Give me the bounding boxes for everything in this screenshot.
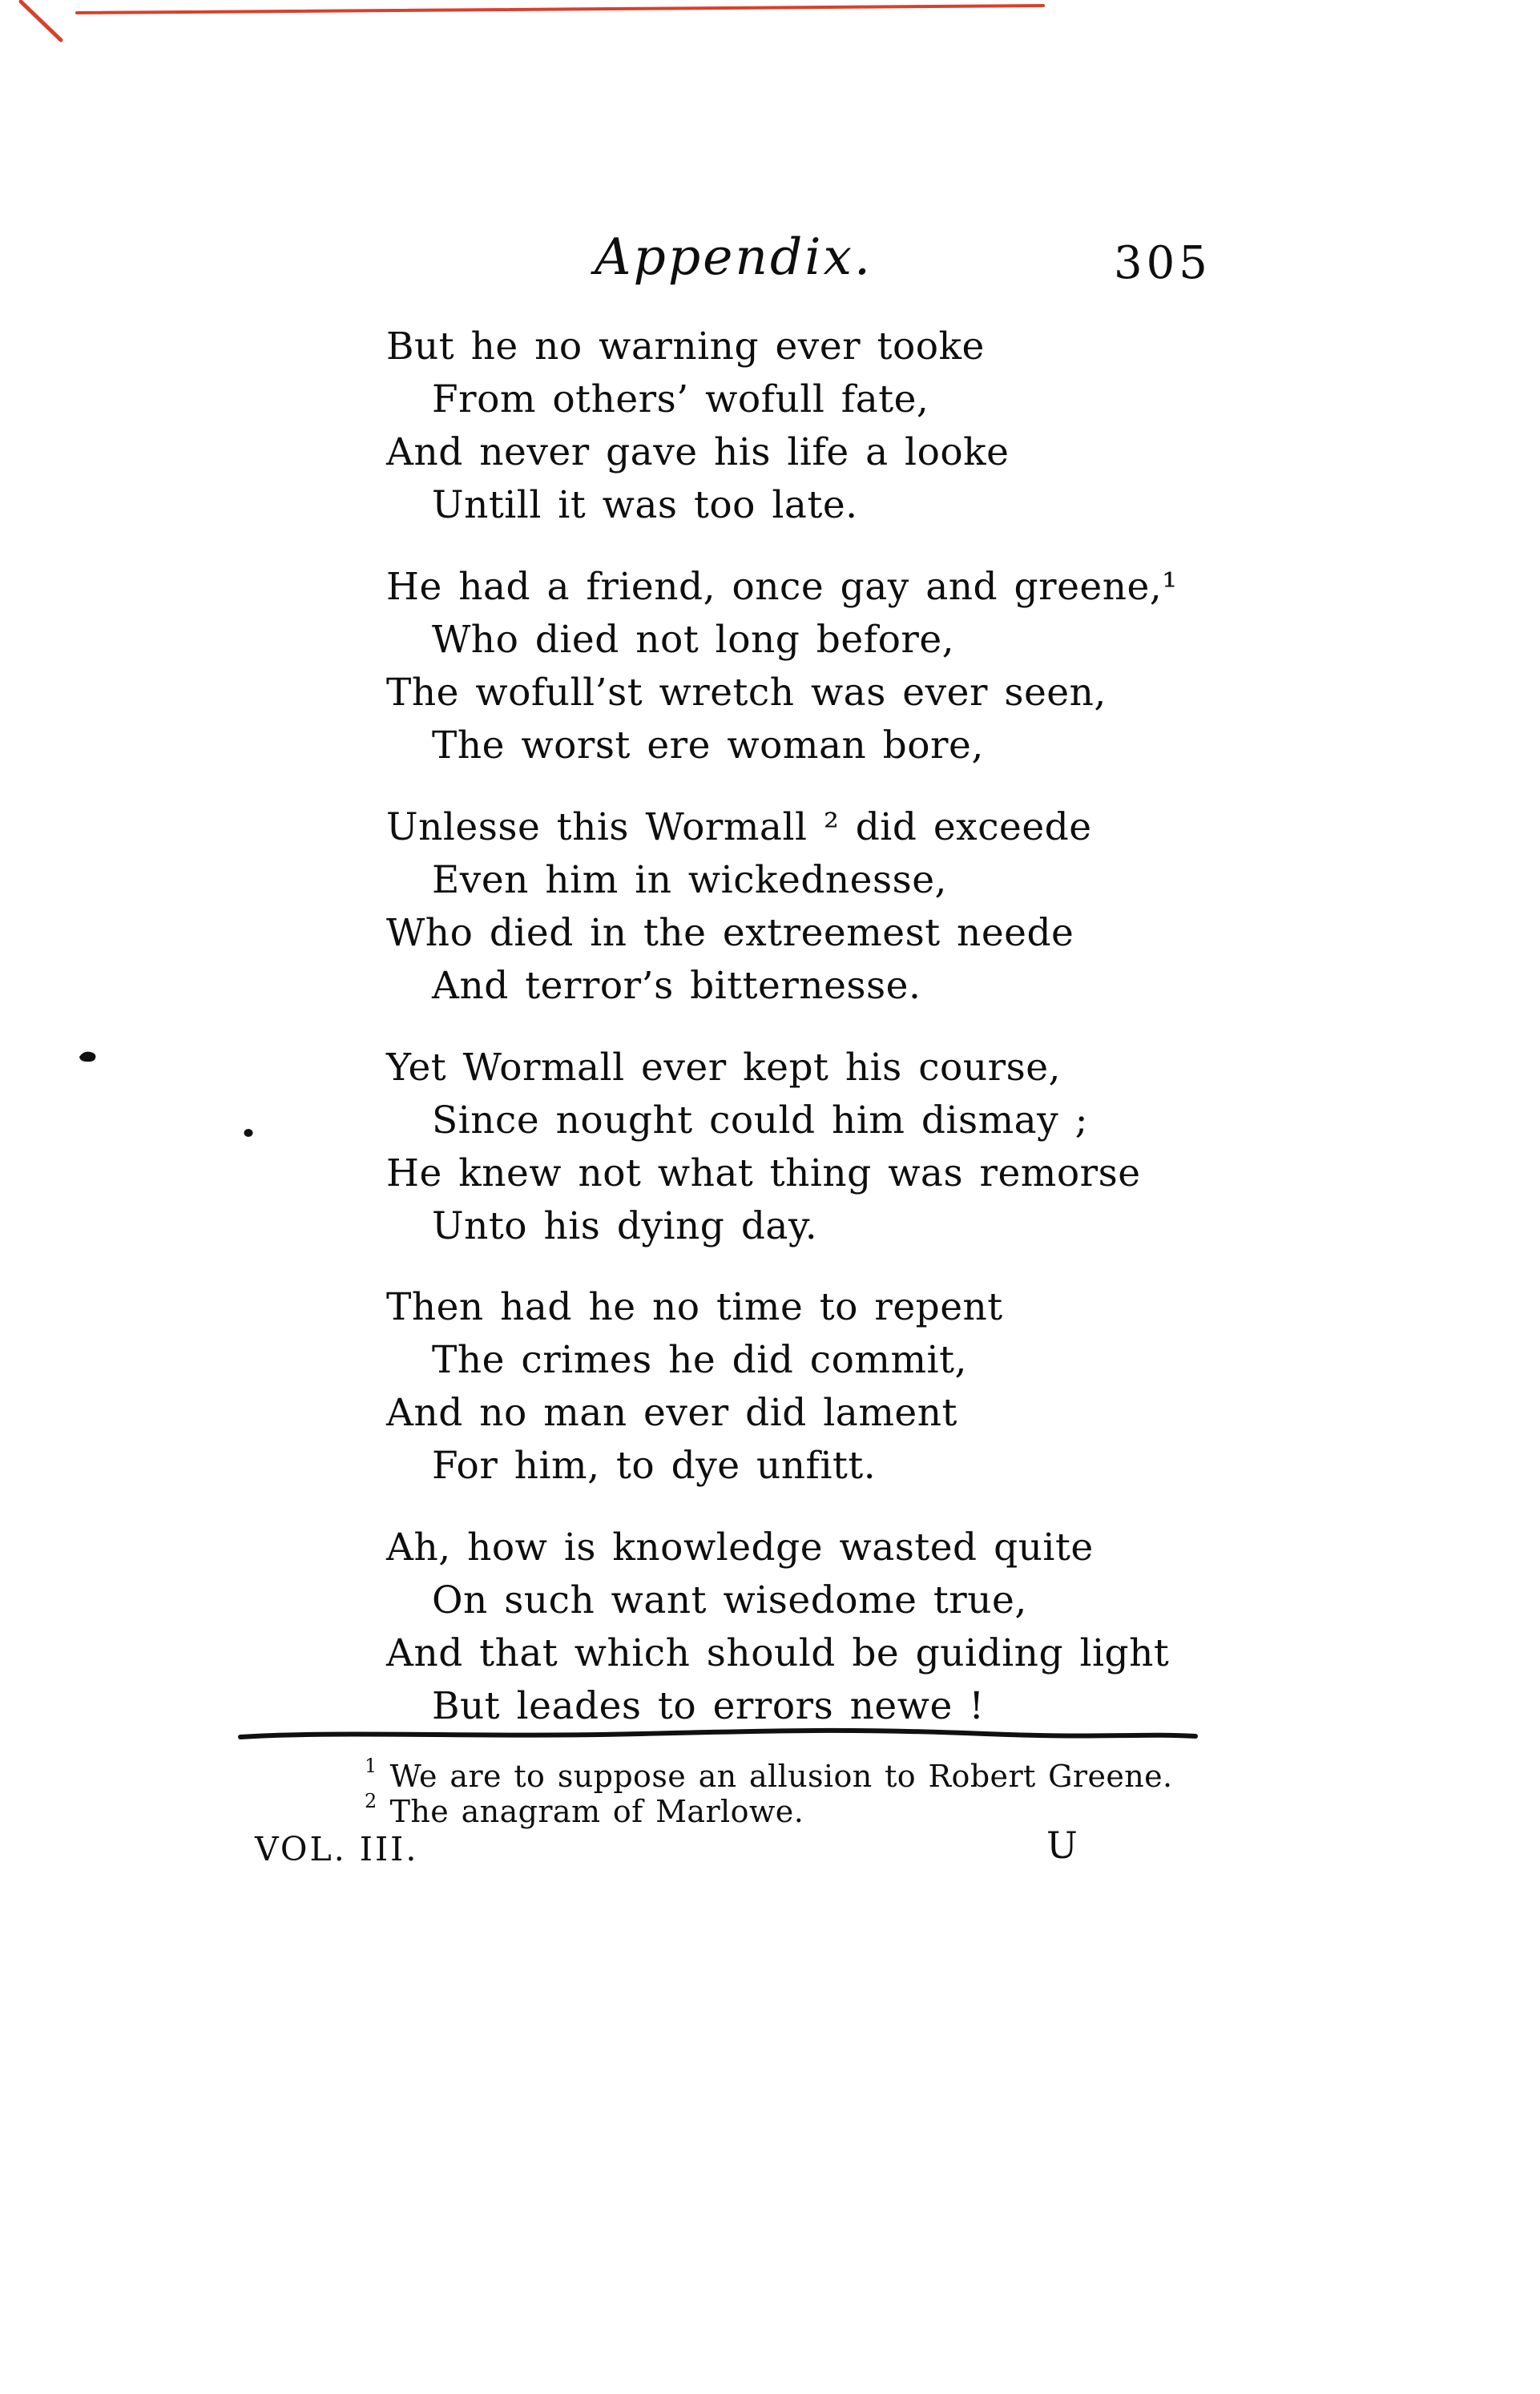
poem-line: Yet Wormall ever kept his course, (386, 1046, 1061, 1090)
poem-line: And no man ever did lament (386, 1391, 957, 1435)
poem-line: Untill it was too late. (432, 483, 858, 527)
footnote-text: We are to suppose an allusion to Robert Greene. (389, 1759, 1173, 1794)
poem-line: But he no warning ever tooke (386, 324, 985, 369)
stanza-2 (386, 561, 1228, 772)
footnote-2 (365, 1790, 804, 1829)
signature-letter: U (1046, 1824, 1078, 1867)
stanza-5 (386, 1281, 1228, 1493)
poem-line: And that which should be guiding light (386, 1631, 1170, 1675)
poem-line: The crimes he did commit, (432, 1338, 967, 1382)
poem-line: Even him in wickednesse, (432, 858, 947, 902)
poem-line: And never gave his life a looke (386, 430, 1010, 474)
footnote-1 (365, 1755, 1173, 1794)
footnote-marker: 2 (365, 1790, 377, 1812)
poem-line: But leades to errors newe ! (432, 1684, 985, 1728)
poem-line: The wofull’st wretch was ever seen, (386, 671, 1107, 715)
stanza-6 (386, 1521, 1228, 1733)
poem-line: Ah, how is knowledge wasted quite (386, 1525, 1094, 1570)
poem-line: Unlesse this Wormall ² did exceede (386, 805, 1092, 849)
stanza-3 (386, 801, 1228, 1013)
poem-line: And terror’s bitternesse. (432, 964, 921, 1008)
poem-line: The worst ere woman bore, (432, 723, 984, 768)
page-title: Appendix. (595, 228, 873, 286)
red-pen-stroke-diagonal (21, 2, 61, 40)
poem-line: Then had he no time to repent (386, 1285, 1003, 1329)
red-pen-stroke-horizontal (77, 6, 1043, 13)
poem-line: Who died in the extreemest neede (386, 911, 1074, 955)
poem-line: Unto his dying day. (432, 1204, 818, 1248)
ink-speck (244, 1129, 253, 1137)
poem-line: Since nought could him dismay ; (432, 1098, 1089, 1143)
poem-line: On such want wisedome true, (432, 1578, 1027, 1622)
page-number: 305 (1114, 237, 1211, 289)
poem-line: From others’ wofull fate, (432, 377, 929, 421)
poem-line: He knew not what thing was remorse (386, 1151, 1141, 1195)
volume-label: VOL. III. (255, 1830, 419, 1868)
stanza-1 (386, 320, 1228, 532)
stanza-4 (386, 1042, 1228, 1253)
poem-line: For him, to dye unfitt. (432, 1444, 877, 1488)
poem-line: Who died not long before, (432, 618, 955, 662)
footnote-marker: 1 (365, 1755, 377, 1777)
ink-speck (79, 1052, 95, 1062)
poem-line: He had a friend, once gay and greene,¹ (386, 565, 1178, 609)
footnote-text: The anagram of Marlowe. (389, 1794, 804, 1829)
